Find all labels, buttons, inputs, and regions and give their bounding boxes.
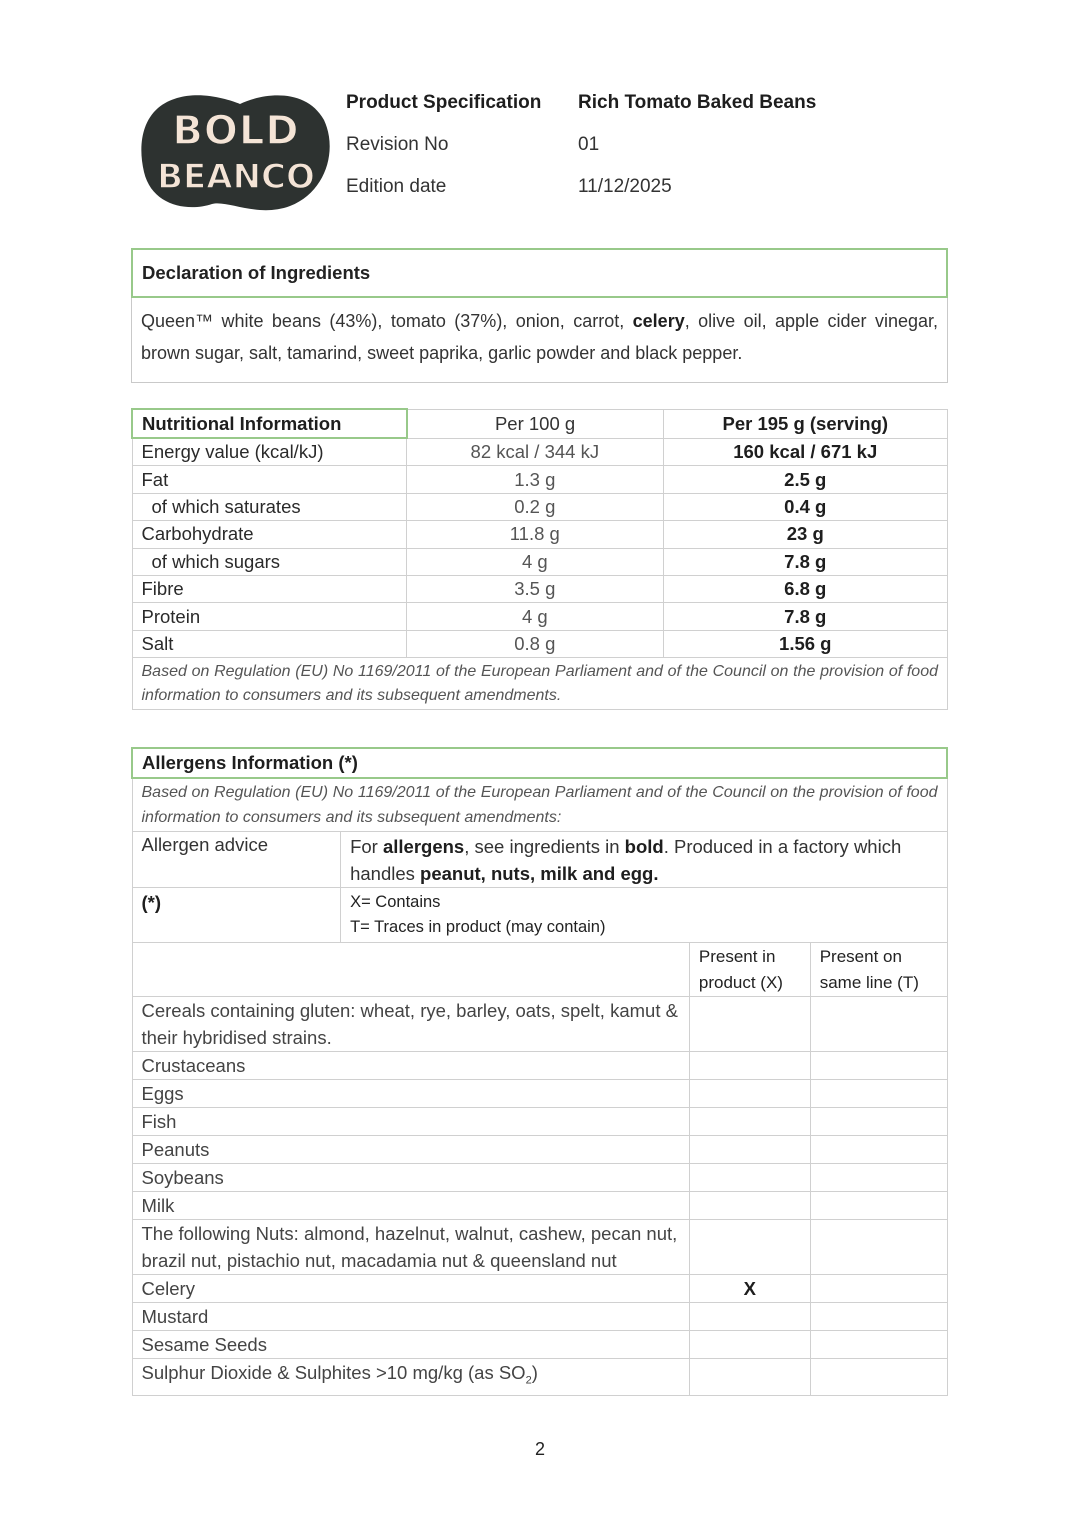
edition-label: Edition date bbox=[346, 176, 447, 197]
allergen-name: Sulphur Dioxide & Sulphites >10 mg/kg (as SO bbox=[141, 1362, 526, 1383]
allergens-title: Allergens Information (*) bbox=[132, 748, 947, 778]
nutrition-header-row bbox=[132, 409, 948, 438]
allergen-present-product bbox=[689, 1303, 810, 1331]
key-traces: T= Traces in product (may contain) bbox=[350, 918, 606, 936]
allergens-header-row bbox=[132, 748, 947, 778]
page-number: 2 bbox=[534, 1439, 545, 1459]
allergen-name: The following Nuts: almond, hazelnut, walnut, cashew, pecan nut, brazil nut, pistachio nut, macadamia nut & queensland nut bbox=[132, 1220, 689, 1275]
col-serving: Per 195 g (serving) bbox=[663, 409, 947, 438]
nutrition-row bbox=[132, 493, 948, 520]
allergen-name: Cereals containing gluten: wheat, rye, barley, oats, spelt, kamut & their hybridised strains. bbox=[132, 997, 689, 1052]
nutrient-per100: 11.8 g bbox=[407, 521, 663, 548]
advice-bold: peanut, nuts, milk and egg. bbox=[420, 863, 659, 884]
allergen-present-line bbox=[810, 1052, 947, 1080]
advice-bold: bold bbox=[624, 836, 664, 857]
key-label: (*) bbox=[132, 888, 341, 943]
allergen-name-cell bbox=[132, 1359, 689, 1396]
nutrient-per100: 4 g bbox=[407, 548, 663, 575]
allergen-row bbox=[132, 1192, 947, 1220]
spec-label: Product Specification bbox=[346, 92, 542, 113]
nutrition-row bbox=[132, 521, 948, 548]
allergen-row bbox=[132, 1359, 947, 1396]
allergen-present-product bbox=[689, 997, 810, 1052]
allergen-present-product bbox=[689, 1108, 810, 1136]
allergen-name: Mustard bbox=[132, 1303, 689, 1331]
empty-header-cell bbox=[132, 943, 689, 997]
nutrient-label: Energy value (kcal/kJ) bbox=[132, 438, 407, 466]
allergen-present-line bbox=[810, 1220, 947, 1275]
nutrition-row bbox=[132, 466, 948, 493]
advice-part: , see ingredients in bbox=[464, 836, 625, 857]
advice-bold: allergens bbox=[382, 836, 465, 857]
nutrient-per100: 0.8 g bbox=[407, 630, 663, 657]
logo-text-top: BOLD bbox=[172, 108, 300, 154]
allergen-columns-row bbox=[132, 943, 947, 997]
allergen-present-line bbox=[810, 1164, 947, 1192]
advice-part: For bbox=[350, 836, 383, 857]
allergen-present-line bbox=[810, 1080, 947, 1108]
allergen-row bbox=[132, 1108, 947, 1136]
ingredients-text bbox=[132, 297, 947, 369]
ingredients-allergen: celery bbox=[632, 311, 685, 331]
allergen-present-line bbox=[810, 1108, 947, 1136]
allergen-name: Fish bbox=[132, 1108, 689, 1136]
allergen-present-line bbox=[810, 1136, 947, 1164]
allergen-advice-text bbox=[341, 832, 947, 888]
nutrient-label: Fat bbox=[132, 466, 407, 493]
ingredients-rest-b: , olive oil, apple cider vinegar, brown sugar, salt, tamarind, sweet paprika, garlic powder and black pepper. bbox=[141, 311, 938, 363]
allergen-row bbox=[132, 1080, 947, 1108]
allergen-name: Eggs bbox=[132, 1080, 689, 1108]
allergen-present-line bbox=[810, 997, 947, 1052]
nutrition-title: Nutritional Information bbox=[132, 409, 407, 438]
nutrient-serving: 7.8 g bbox=[663, 603, 947, 630]
allergen-name: Peanuts bbox=[132, 1136, 689, 1164]
ingredients-title: Declaration of Ingredients bbox=[131, 248, 948, 298]
key-text bbox=[341, 888, 947, 943]
spec-value: Rich Tomato Baked Beans bbox=[578, 92, 817, 113]
allergen-row bbox=[132, 1220, 947, 1275]
allergen-row bbox=[132, 1136, 947, 1164]
ingredients-main: Queen™ white beans (43%), tomato (37%), bbox=[141, 311, 508, 331]
allergen-present-product bbox=[689, 1136, 810, 1164]
allergen-present-line bbox=[810, 1331, 947, 1359]
allergen-row bbox=[132, 1164, 947, 1192]
allergen-present-product: X bbox=[689, 1275, 810, 1303]
allergen-advice-label: Allergen advice bbox=[132, 832, 341, 888]
allergen-row bbox=[132, 1303, 947, 1331]
so2-close: ) bbox=[531, 1362, 538, 1383]
nutrition-table bbox=[131, 408, 948, 710]
edition-row bbox=[346, 174, 946, 216]
allergen-advice-row bbox=[132, 832, 947, 888]
nutrient-per100: 82 kcal / 344 kJ bbox=[407, 438, 663, 466]
allergen-present-product bbox=[689, 1331, 810, 1359]
nutrition-row bbox=[132, 630, 948, 657]
allergen-present-product bbox=[689, 1220, 810, 1275]
nutrient-serving: 1.56 g bbox=[663, 630, 947, 657]
nutrient-serving: 23 g bbox=[663, 521, 947, 548]
ingredients-rest-a: onion, carrot, bbox=[507, 311, 633, 331]
nutrient-label: Salt bbox=[132, 630, 407, 657]
nutrition-row bbox=[132, 438, 948, 466]
advice-part: . Produced in a factory which handles bbox=[350, 836, 902, 884]
bold-beanco-logo bbox=[140, 90, 332, 216]
revision-value: 01 bbox=[578, 134, 600, 155]
nutrient-label: of which sugars bbox=[132, 548, 407, 575]
ingredients-section bbox=[131, 248, 948, 383]
nutrient-per100: 1.3 g bbox=[407, 466, 663, 493]
nutrition-row bbox=[132, 548, 948, 575]
revision-row bbox=[346, 132, 946, 174]
so2-subscript: 2 bbox=[525, 1374, 532, 1387]
allergen-row bbox=[132, 997, 947, 1052]
allergen-present-line bbox=[810, 1303, 947, 1331]
allergen-name: Crustaceans bbox=[132, 1052, 689, 1080]
nutrient-label: Protein bbox=[132, 603, 407, 630]
nutrition-regulation-note: Based on Regulation (EU) No 1169/2011 of the European Parliament and of the Council on the provision of food information to consumers and its subsequent amendments. bbox=[132, 658, 948, 710]
allergen-name: Soybeans bbox=[132, 1164, 689, 1192]
allergen-present-line bbox=[810, 1192, 947, 1220]
allergen-present-line bbox=[810, 1359, 947, 1396]
revision-label: Revision No bbox=[346, 134, 449, 155]
nutrient-serving: 2.5 g bbox=[663, 466, 947, 493]
edition-value: 11/12/2025 bbox=[578, 176, 672, 197]
nutrient-per100: 3.5 g bbox=[407, 575, 663, 602]
nutrition-row bbox=[132, 575, 948, 602]
allergen-name: Milk bbox=[132, 1192, 689, 1220]
allergen-present-product bbox=[689, 1080, 810, 1108]
document-header bbox=[346, 90, 946, 216]
nutrient-per100: 0.2 g bbox=[407, 493, 663, 520]
allergen-name: Celery bbox=[132, 1275, 689, 1303]
allergen-key-row bbox=[132, 888, 947, 943]
nutrient-label: of which saturates bbox=[132, 493, 407, 520]
logo-text-bottom: BEANCO bbox=[157, 157, 315, 197]
key-contains: X= Contains bbox=[350, 893, 441, 911]
allergen-name: Sesame Seeds bbox=[132, 1331, 689, 1359]
nutrition-note-row bbox=[132, 658, 948, 710]
allergen-present-product bbox=[689, 1052, 810, 1080]
col-present-line: Present on same line (T) bbox=[810, 943, 947, 997]
nutrient-serving: 7.8 g bbox=[663, 548, 947, 575]
allergen-present-product bbox=[689, 1192, 810, 1220]
nutrient-label: Carbohydrate bbox=[132, 521, 407, 548]
allergens-table bbox=[131, 747, 948, 1396]
col-per100: Per 100 g bbox=[407, 409, 663, 438]
nutrient-label: Fibre bbox=[132, 575, 407, 602]
allergen-row bbox=[132, 1331, 947, 1359]
allergen-present-product bbox=[689, 1164, 810, 1192]
allergen-present-line bbox=[810, 1275, 947, 1303]
nutrient-serving: 6.8 g bbox=[663, 575, 947, 602]
allergen-present-product bbox=[689, 1359, 810, 1396]
nutrition-row bbox=[132, 603, 948, 630]
allergens-note-row bbox=[132, 778, 947, 832]
nutrient-serving: 0.4 g bbox=[663, 493, 947, 520]
nutrient-serving: 160 kcal / 671 kJ bbox=[663, 438, 947, 466]
allergens-regulation-note: Based on Regulation (EU) No 1169/2011 of the European Parliament and of the Council on the provision of food information to consumers and its subsequent amendments: bbox=[132, 778, 947, 832]
allergen-row bbox=[132, 1275, 947, 1303]
col-present-product: Present in product (X) bbox=[689, 943, 810, 997]
nutrient-per100: 4 g bbox=[407, 603, 663, 630]
allergen-row bbox=[132, 1052, 947, 1080]
spec-row bbox=[346, 90, 946, 132]
